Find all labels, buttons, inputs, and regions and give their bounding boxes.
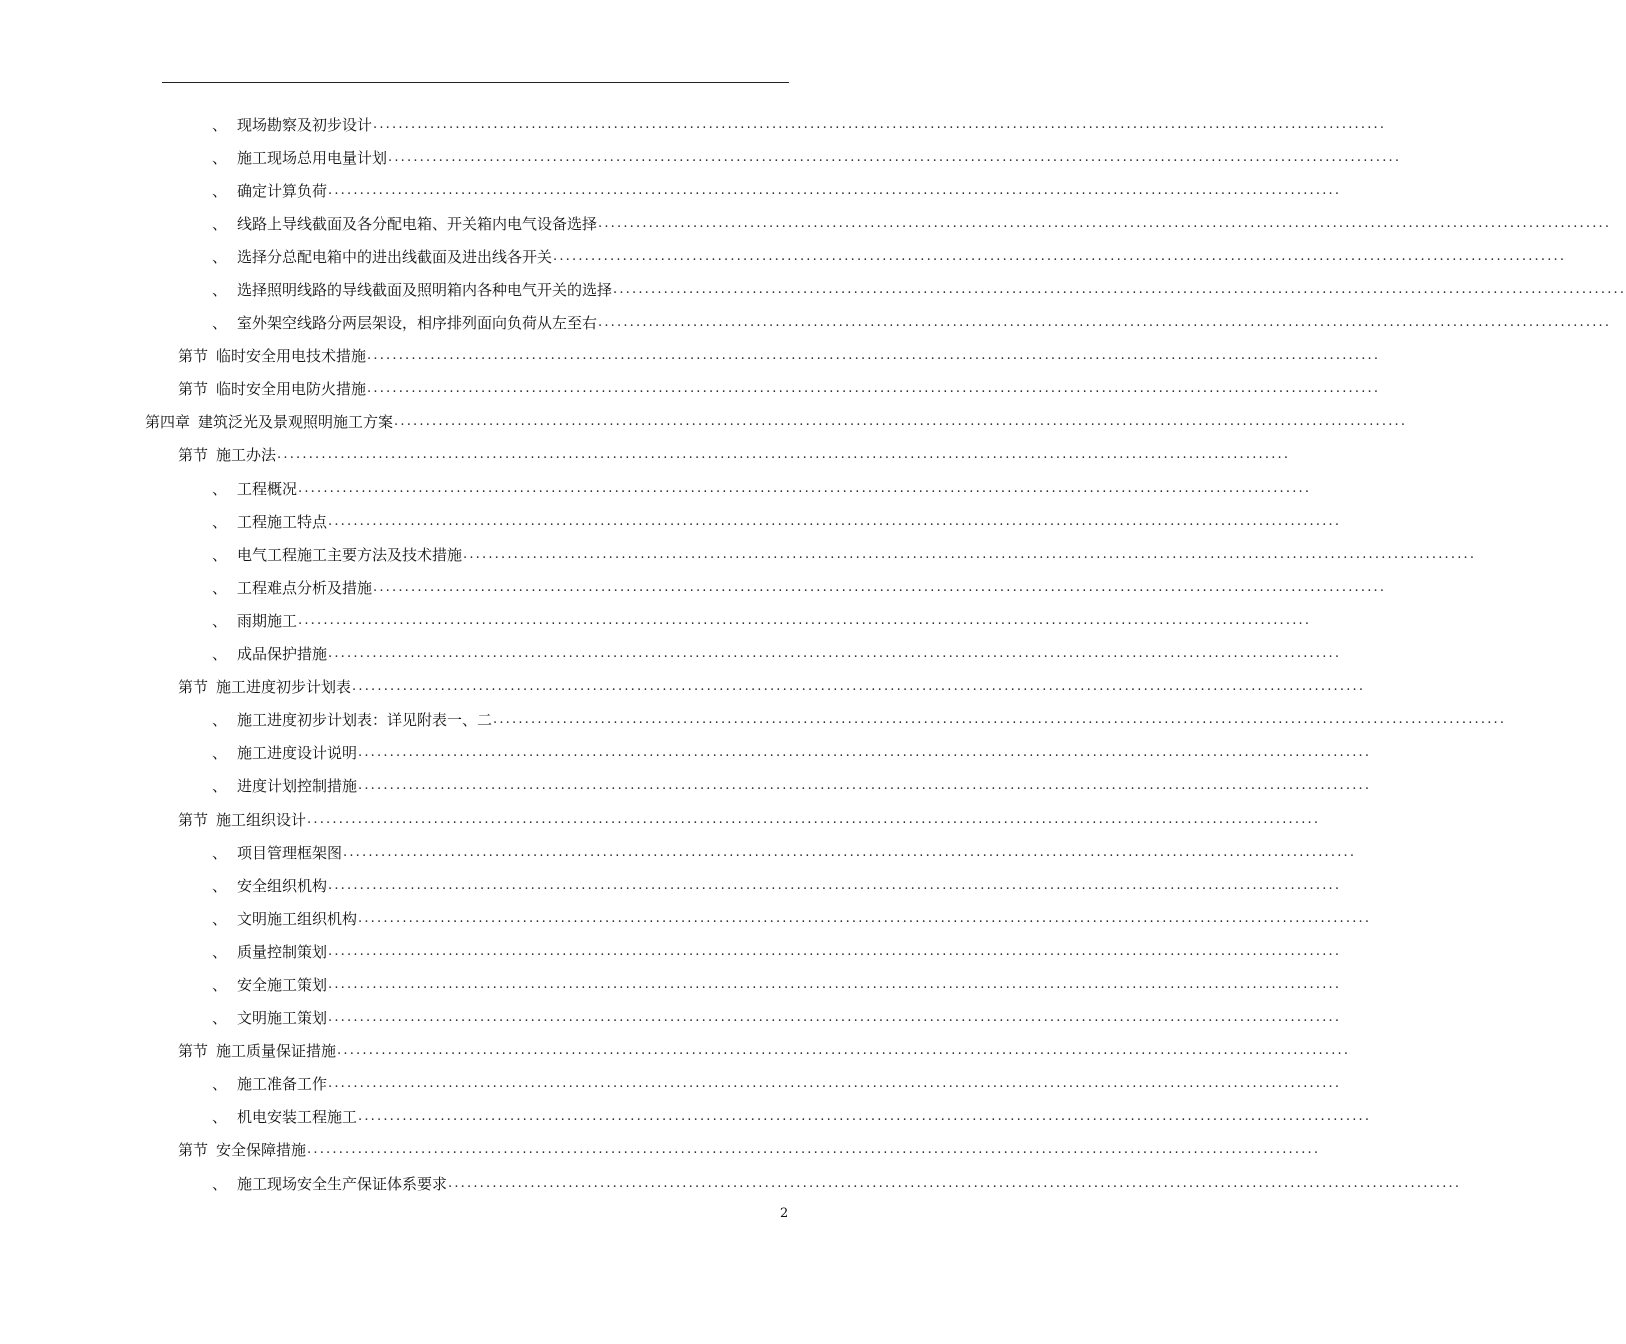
toc-entry[interactable] (0, 1035, 1351, 1068)
toc-entry[interactable] (0, 902, 1372, 935)
toc-entry[interactable] (0, 538, 1477, 571)
toc-entry-number: 、 (212, 876, 228, 895)
toc-leader-dots: ................................................................................................................................................................ (328, 1010, 1342, 1026)
toc-leader-dots: ................................................................................................................................................................ (367, 348, 1381, 364)
toc-leader-dots: ................................................................................................................................................................ (277, 447, 1291, 463)
toc-entry-title: 成品保护措施 (237, 645, 328, 664)
toc-leader-dots: ................................................................................................................................................................ (307, 811, 1321, 827)
toc-entry-title: 施工质量保证措施 (216, 1042, 337, 1061)
toc-leader-dots: ................................................................................................................................................................ (448, 1175, 1462, 1191)
toc-leader-dots: ................................................................................................................................................................ (598, 215, 1612, 231)
toc-entry-number: 、 (212, 1108, 228, 1127)
toc-leader-dots: ................................................................................................................................................................ (337, 1043, 1351, 1059)
toc-entry[interactable] (0, 968, 1342, 1001)
toc-entry[interactable] (0, 1068, 1342, 1101)
toc-entry[interactable] (0, 704, 1507, 737)
toc-entry[interactable] (0, 340, 1381, 373)
toc-entry-number: 、 (212, 942, 228, 961)
toc-entry[interactable] (0, 604, 1312, 637)
toc-entry-number: 、 (212, 1009, 228, 1028)
toc-entry-title: 项目管理框架图 (237, 843, 343, 862)
toc-entry-number: 、 (212, 545, 228, 564)
toc-entry-number: 、 (212, 479, 228, 498)
toc-entry-number: 、 (212, 711, 228, 730)
toc-entry[interactable] (0, 571, 1387, 604)
toc-entry[interactable] (0, 803, 1321, 836)
toc-entry[interactable] (0, 1134, 1321, 1167)
toc-entry-number: 、 (212, 1075, 228, 1094)
toc-entry-title: 确定计算负荷 (237, 181, 328, 200)
toc-leader-dots: ................................................................................................................................................................ (358, 745, 1372, 761)
toc-entry[interactable] (0, 406, 1408, 439)
toc-entry-number: 、 (212, 1174, 228, 1193)
toc-entry[interactable] (0, 439, 1291, 472)
page-number: 2 (780, 1206, 789, 1221)
header-rule (162, 82, 789, 83)
toc-entry[interactable] (0, 869, 1342, 902)
toc-entry-title: 选择分总配电箱中的进出线截面及进出线各开关 (237, 247, 553, 266)
toc-leader-dots: ................................................................................................................................................................ (328, 976, 1342, 992)
toc-entry-title: 文明施工组织机构 (237, 909, 358, 928)
toc-entry-number: 、 (212, 645, 228, 664)
toc-entry[interactable] (0, 207, 1612, 240)
toc-leader-dots: ................................................................................................................................................................ (352, 679, 1366, 695)
toc-entry-number: 、 (212, 611, 228, 630)
toc-entry-title: 机电安装工程施工 (237, 1108, 358, 1127)
toc-entry-number: 第节 (178, 446, 209, 465)
toc-entry-title: 雨期施工 (237, 611, 298, 630)
toc-entry[interactable] (0, 836, 1357, 869)
toc-entry[interactable] (0, 1167, 1462, 1200)
toc-entry[interactable] (0, 671, 1366, 704)
toc-leader-dots: ................................................................................................................................................................ (388, 149, 1402, 165)
toc-entry-title: 施工进度设计说明 (237, 744, 358, 763)
toc-entry[interactable] (0, 737, 1372, 770)
toc-leader-dots: ................................................................................................................................................................ (343, 844, 1357, 860)
toc-leader-dots: ................................................................................................................................................................ (328, 877, 1342, 893)
toc-leader-dots: ................................................................................................................................................................ (328, 943, 1342, 959)
toc-entry-title: 文明施工策划 (237, 1009, 328, 1028)
toc-entry[interactable] (0, 472, 1312, 505)
toc-entry-number: 第节 (178, 678, 209, 697)
toc-entry[interactable] (0, 108, 1387, 141)
toc-leader-dots: ................................................................................................................................................................ (298, 612, 1312, 628)
toc-entry-number: 、 (212, 148, 228, 167)
toc-entry[interactable] (0, 307, 1612, 340)
toc-entry-number: 第四章 (145, 413, 191, 432)
toc-entry-number: 、 (212, 314, 228, 333)
toc-leader-dots: ................................................................................................................................................................ (328, 182, 1342, 198)
toc-entry-title: 施工办法 (216, 446, 277, 465)
toc-entry-title: 工程难点分析及措施 (237, 578, 373, 597)
toc-entry-title: 临时安全用电防火措施 (216, 380, 367, 399)
toc-entry[interactable] (0, 141, 1402, 174)
toc-entry-number: 、 (212, 843, 228, 862)
toc-entry-title: 施工准备工作 (237, 1075, 328, 1094)
toc-entry-title: 电气工程施工主要方法及技术措施 (237, 545, 463, 564)
toc-entry-title: 安全施工策划 (237, 975, 328, 994)
toc-entry-title: 安全保障措施 (216, 1141, 307, 1160)
toc-leader-dots: ................................................................................................................................................................ (298, 480, 1312, 496)
toc-entry-title: 室外架空线路分两层架设，相序排列面向负荷从左至右 (237, 314, 598, 333)
toc-entry[interactable] (0, 1101, 1372, 1134)
toc-entry[interactable] (0, 505, 1342, 538)
toc-leader-dots: ................................................................................................................................................................ (358, 1109, 1372, 1125)
toc-entry[interactable] (0, 770, 1372, 803)
toc-entry[interactable] (0, 1002, 1342, 1035)
toc-entry[interactable] (0, 273, 1626, 306)
toc-entry-title: 建筑泛光及景观照明施工方案 (198, 413, 394, 432)
toc-leader-dots: ................................................................................................................................................................ (307, 1142, 1321, 1158)
toc-leader-dots: ................................................................................................................................................................ (328, 646, 1342, 662)
toc-entry-title: 施工现场总用电量计划 (237, 148, 388, 167)
toc-entry-number: 第节 (178, 380, 209, 399)
toc-entry-number: 第节 (178, 1042, 209, 1061)
toc-entry-title: 施工进度初步计划表：详见附表一、二 (237, 711, 493, 730)
toc-leader-dots: ................................................................................................................................................................ (328, 513, 1342, 529)
toc-entry[interactable] (0, 373, 1381, 406)
toc-entry-number: 、 (212, 975, 228, 994)
toc-entry-number: 、 (212, 181, 228, 200)
toc-entry-title: 施工进度初步计划表 (216, 678, 352, 697)
toc-entry-number: 、 (212, 512, 228, 531)
toc-entry-number: 、 (212, 777, 228, 796)
toc-entry-title: 进度计划控制措施 (237, 777, 358, 796)
toc-entry-number: 、 (212, 214, 228, 233)
toc-leader-dots: ................................................................................................................................................................ (613, 282, 1626, 298)
toc-entry[interactable] (0, 240, 1567, 273)
toc-entry-title: 施工现场安全生产保证体系要求 (237, 1174, 448, 1193)
toc-entry[interactable] (0, 935, 1342, 968)
toc-entry-number: 、 (212, 281, 228, 300)
toc-leader-dots: ................................................................................................................................................................ (373, 579, 1387, 595)
toc-entry-number: 第节 (178, 810, 209, 829)
toc-entry-number: 第节 (178, 1141, 209, 1160)
toc-entry-title: 工程施工特点 (237, 512, 328, 531)
toc-leader-dots: ................................................................................................................................................................ (358, 778, 1372, 794)
toc-leader-dots: ................................................................................................................................................................ (373, 116, 1387, 132)
toc-entry-title: 线路上导线截面及各分配电箱、开关箱内电气设备选择 (237, 214, 598, 233)
toc-leader-dots: ................................................................................................................................................................ (394, 414, 1408, 430)
toc-entry[interactable] (0, 174, 1342, 207)
toc-entry-title: 安全组织机构 (237, 876, 328, 895)
table-of-contents (0, 108, 1626, 1200)
toc-entry-title: 临时安全用电技术措施 (216, 347, 367, 366)
toc-leader-dots: ................................................................................................................................................................ (553, 248, 1567, 264)
toc-entry-title: 质量控制策划 (237, 942, 328, 961)
toc-leader-dots: ................................................................................................................................................................ (367, 381, 1381, 397)
toc-entry-title: 选择照明线路的导线截面及照明箱内各种电气开关的选择 (237, 281, 613, 300)
toc-leader-dots: ................................................................................................................................................................ (493, 712, 1507, 728)
toc-entry-title: 施工组织设计 (216, 810, 307, 829)
toc-entry-number: 、 (212, 115, 228, 134)
toc-entry-number: 第节 (178, 347, 209, 366)
toc-entry-number: 、 (212, 744, 228, 763)
toc-leader-dots: ................................................................................................................................................................ (598, 315, 1612, 331)
toc-entry-number: 、 (212, 909, 228, 928)
toc-entry-title: 现场勘察及初步设计 (237, 115, 373, 134)
toc-leader-dots: ................................................................................................................................................................ (463, 546, 1477, 562)
toc-entry-number: 、 (212, 247, 228, 266)
toc-leader-dots: ................................................................................................................................................................ (358, 910, 1372, 926)
toc-entry[interactable] (0, 638, 1342, 671)
toc-leader-dots: ................................................................................................................................................................ (328, 1076, 1342, 1092)
toc-entry-title: 工程概况 (237, 479, 298, 498)
toc-entry-number: 、 (212, 578, 228, 597)
